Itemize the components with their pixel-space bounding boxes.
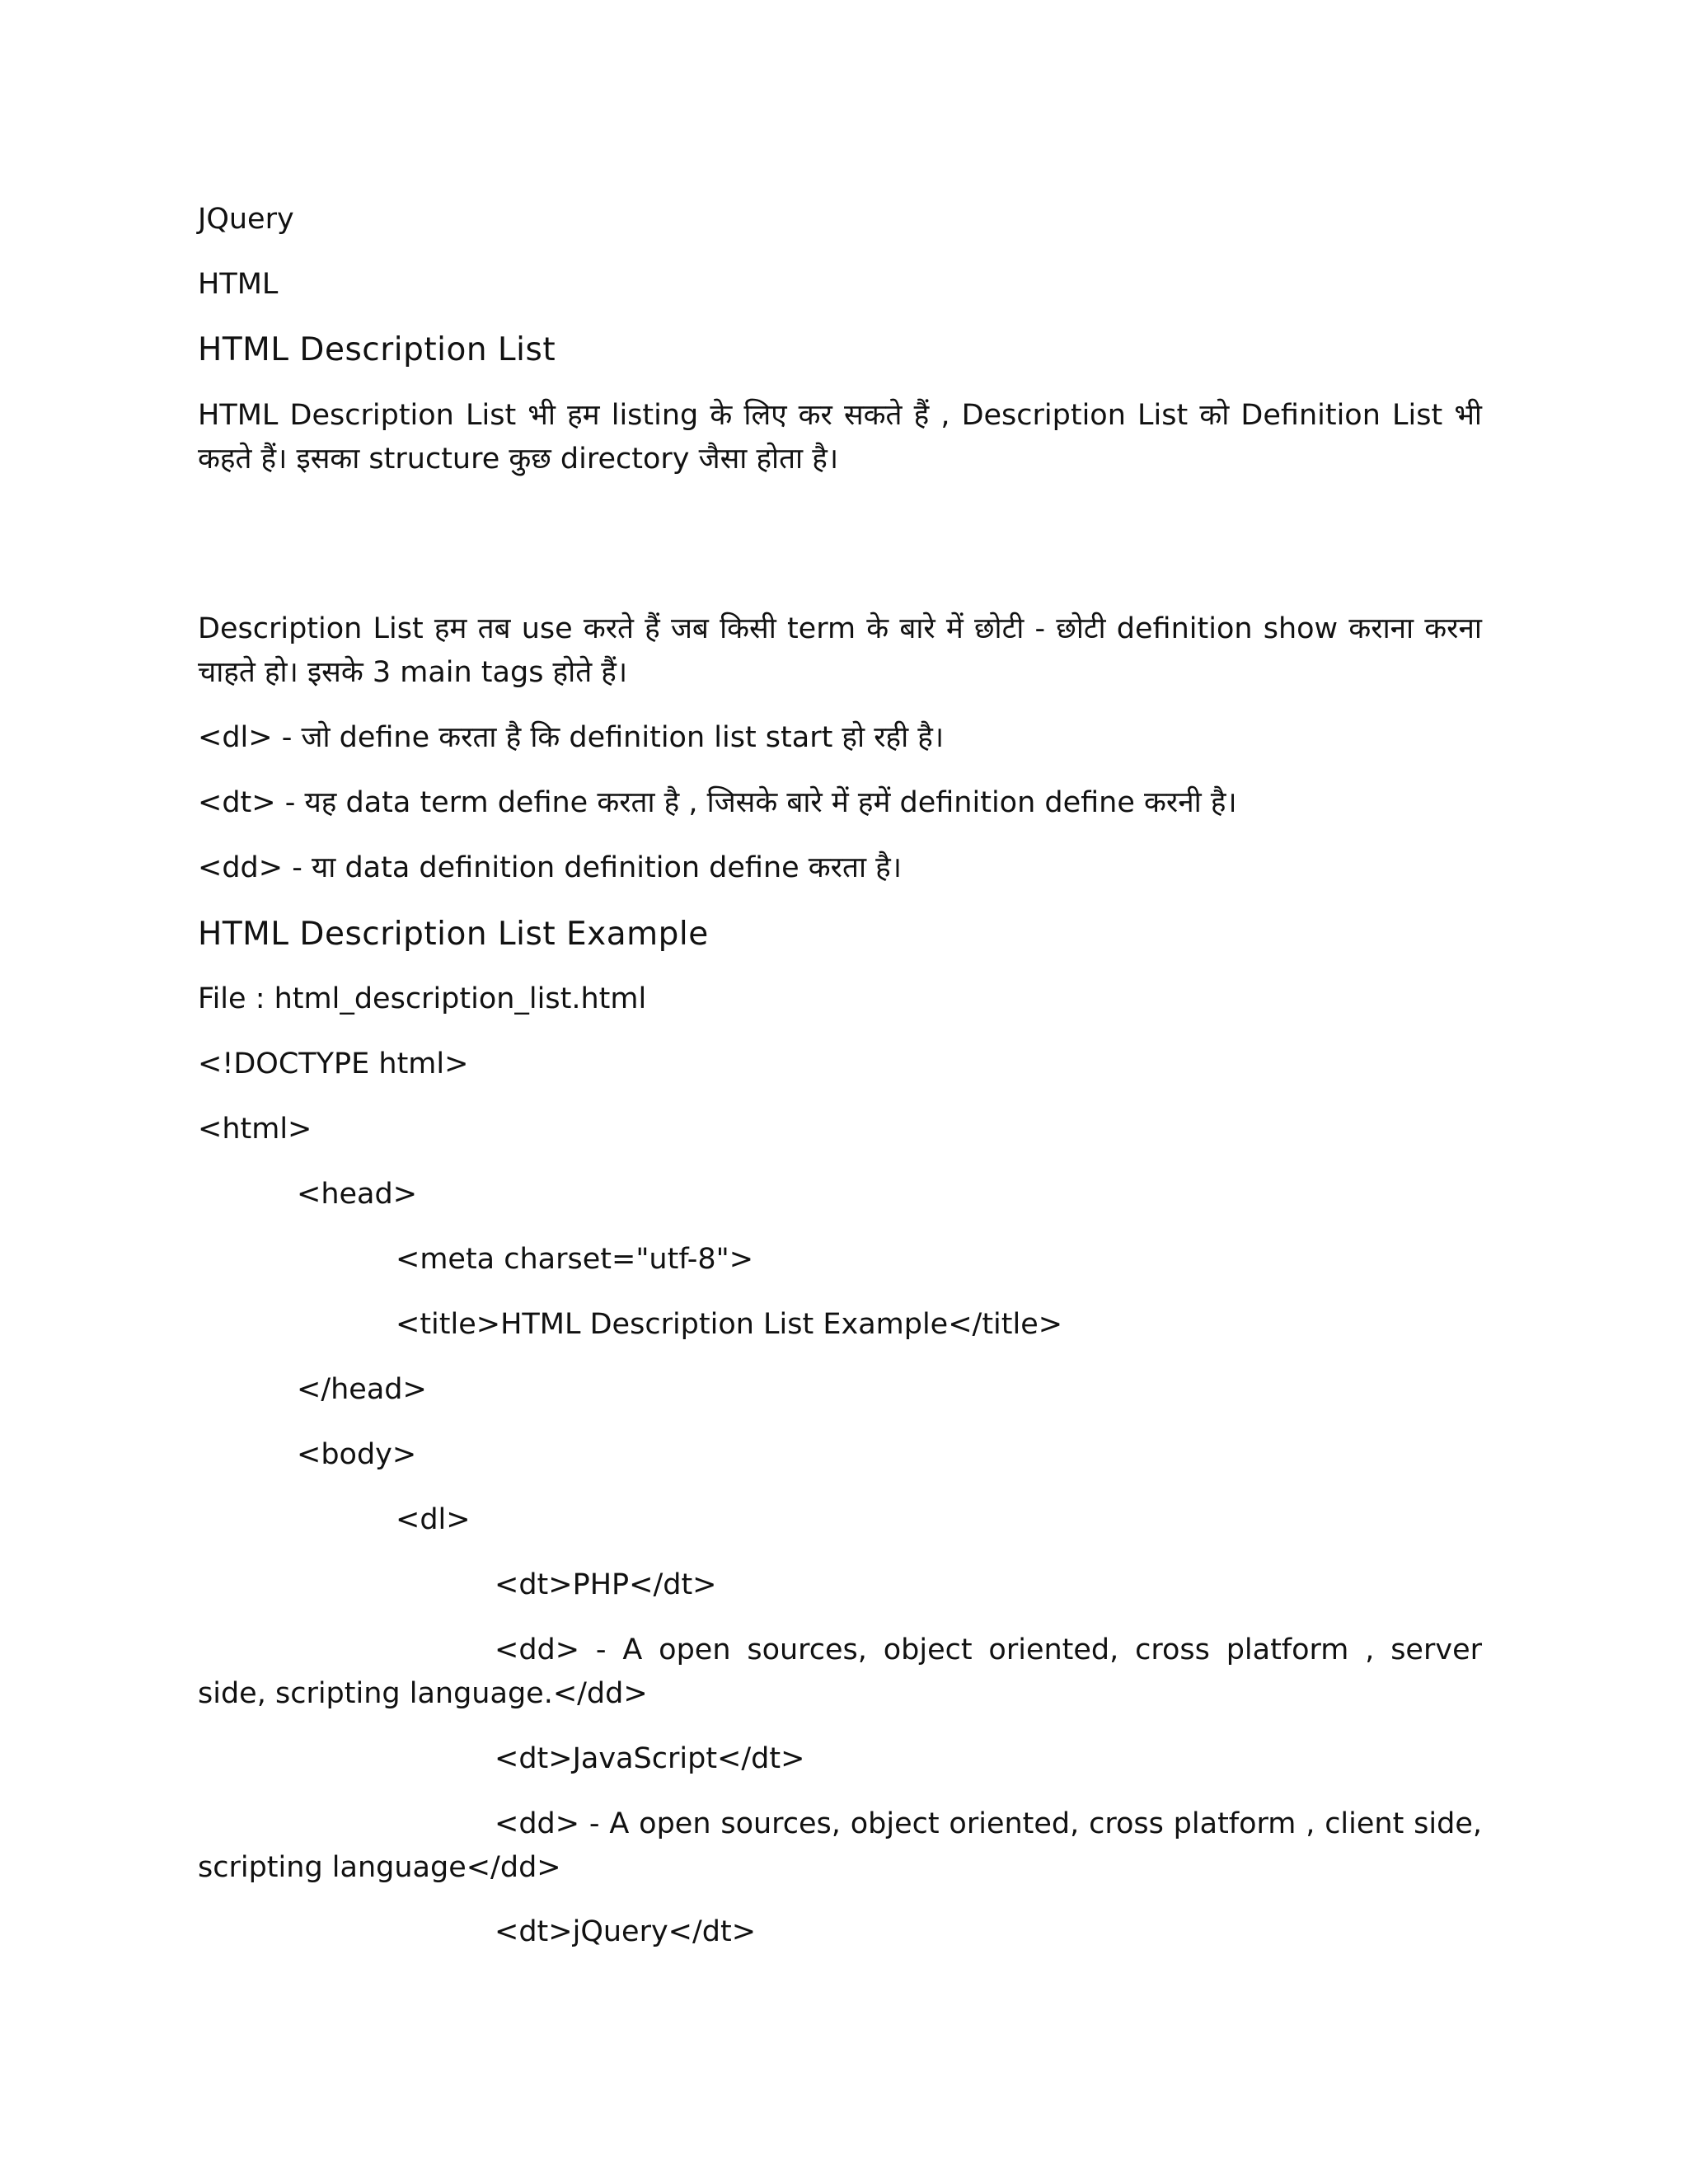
code-line: <dt>PHP</dt> <box>495 1568 717 1601</box>
code-line: <dt>jQuery</dt> <box>495 1915 757 1948</box>
tag-dt-description: <dt> - यह data term define करता है , जिसके बारे में हमें definition define करनी है। <box>198 786 1237 819</box>
code-line: <head> <box>297 1178 418 1211</box>
code-line: <dd> - A open sources, object oriented, cross platform , server side, scripting language.</dd> <box>198 1633 1482 1710</box>
usage-paragraph: Description List हम तब use करते हैं जब किसी term के बारे में छोटी - छोटी definition show कराना करना चाहते हो। इसके 3 main tags होते हैं। <box>198 612 1482 689</box>
example-heading: HTML Description List Example <box>198 916 709 953</box>
intro-paragraph: HTML Description List भी हम listing के लिए कर सकते हैं , Description List को Definition List भी कहते हैं। इसका structure कुछ directory जैसा होता है। <box>198 399 1482 476</box>
section-heading: HTML Description List <box>198 331 556 368</box>
code-line: <html> <box>198 1113 312 1146</box>
tag-dl-description: <dl> - जो define करता है कि definition list start हो रही है। <box>198 721 945 754</box>
code-line: <meta charset="utf-8"> <box>396 1243 754 1276</box>
code-line: <!DOCTYPE html> <box>198 1047 469 1080</box>
code-line: <dd> - A open sources, object oriented, cross platform , client side, scripting language</dd> <box>198 1807 1482 1884</box>
code-line: <dl> <box>396 1503 471 1536</box>
tag-dd-description: <dd> - या data definition definition define करता है। <box>198 851 902 884</box>
breadcrumb-jquery: JQuery <box>198 203 294 236</box>
code-line: <dt>JavaScript</dt> <box>495 1742 805 1775</box>
breadcrumb-html: HTML <box>198 268 279 301</box>
code-line: <body> <box>297 1438 417 1471</box>
code-line: </head> <box>297 1373 427 1406</box>
code-line: <title>HTML Description List Example</title> <box>396 1308 1063 1341</box>
file-label: File : html_description_list.html <box>198 982 647 1015</box>
